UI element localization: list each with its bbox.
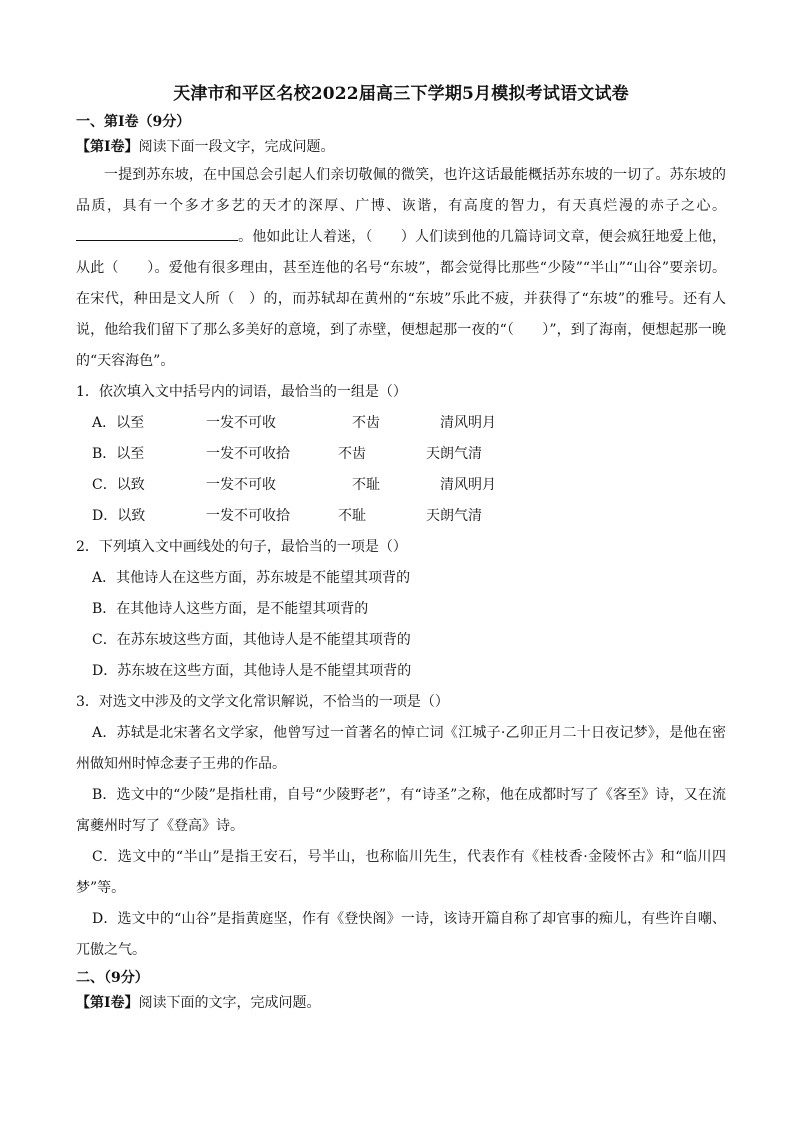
underline-blank: [76, 224, 238, 241]
option-word-3: 不耻: [352, 477, 380, 493]
option-word-4: 天朗气清: [426, 446, 482, 462]
question-1-option-a: [92, 408, 726, 439]
question-3-option-b: B．选文中的“少陵”是指杜甫，自号“少陵野老”，有“诗圣”之称，他在成都时写了《客至》诗，又在流寓夔州时写了《登高》诗。: [76, 787, 726, 834]
option-word-4: 清风明月: [440, 415, 496, 431]
option-word-4: 天朗气清: [426, 508, 482, 524]
option-word-3: 不齿: [352, 415, 380, 431]
question-3-option-d: D．选文中的“山谷”是指黄庭坚，作有《登快阁》一诗，该诗开篇自称了却官事的痴儿，有些许自嘲、兀傲之气。: [76, 911, 726, 958]
question-1-option-d: [92, 501, 726, 532]
section-1-tag: 【第Ⅰ卷】: [76, 139, 139, 155]
option-word-2: 一发不可收: [206, 415, 276, 431]
question-1-option-c: [92, 470, 726, 501]
option-word-4: 清风明月: [440, 477, 496, 493]
question-3-option-a: A．苏轼是北宋著名文学家，他曾写过一首著名的悼亡词《江城子·乙卯正月二十日夜记梦》，是他在密州做知州时悼念妻子王弗的作品。: [76, 725, 726, 772]
option-word-2: 一发不可收拾: [206, 446, 290, 462]
question-1-stem: 1．依次填入文中括号内的词语，最恰当的一组是（）: [76, 384, 407, 400]
option-label: B．以至: [92, 446, 145, 462]
option-word-3: 不耻: [338, 508, 366, 524]
question-2-option-b: B．在其他诗人这些方面，是不能望其项背的: [92, 601, 369, 617]
exam-page: [76, 82, 726, 1016]
passage-part-1: 一提到苏东坡，在中国总会引起人们亲切敬佩的微笑，也许这话最能概括苏东坡的一切了。苏东坡的品质，具有一个多才多艺的天才的深厚、广博、诙谐，有高度的智力，有天真烂漫的赤子之心。: [76, 167, 726, 214]
option-label: A．以至: [92, 415, 145, 431]
section-2-instruction-text: 阅读下面的文字，完成问题。: [138, 995, 321, 1011]
reading-passage: [76, 160, 726, 377]
section-1-instruction: [76, 134, 726, 160]
section-2-heading: 二、（9分）: [76, 970, 149, 986]
question-2-stem: 2．下列填入文中画线处的句子，最恰当的一项是（）: [76, 539, 407, 555]
option-word-2: 一发不可收: [206, 477, 276, 493]
question-3-option-c: C．选文中的“半山”是指王安石，号半山，也称临川先生，代表作有《桂枝香·金陵怀古》和“临川四梦”等。: [76, 849, 726, 896]
section-1-instruction-text: 阅读下面一段文字，完成问题。: [138, 139, 335, 155]
question-2-option-d: D．苏东坡在这些方面，其他诗人是不能望其项背的: [92, 663, 412, 679]
question-3-stem: 3．对选文中涉及的文学文化常识解说，不恰当的一项是（）: [76, 694, 449, 710]
option-word-2: 一发不可收拾: [206, 508, 290, 524]
question-2-option-c: C．在苏东坡这些方面，其他诗人是不能望其项背的: [92, 632, 411, 648]
option-label: C．以致: [92, 477, 145, 493]
section-2-tag: 【第Ⅰ卷】: [76, 995, 139, 1011]
question-2-option-a: A．其他诗人在这些方面，苏东坡是不能望其项背的: [92, 570, 411, 586]
passage-part-2: 。他如此让人着迷，（ ）人们读到他的几篇诗词文章，便会疯狂地爱上他，从此（ ）。爱他有很多理由，甚至连他的名号“东坡”，都会觉得比那些“少陵”“半山”“山谷”要亲切。在宋代，种田是文人所（ ）的，而苏轼却在黄州的“东坡”乐此不疲，并获得了“东坡”的雅号。还有人说，他给我们留下了那么多美好的意境，到了赤壁，便想起那一夜的“（ ）”，到了海南，便想起那一晚的“天容海色”。: [76, 229, 726, 369]
exam-title: 天津市和平区名校2022届高三下学期5月模拟考试语文试卷: [173, 84, 629, 104]
option-label: D．以致: [92, 508, 146, 524]
section-1-heading: 一、第Ⅰ卷（9分）: [76, 114, 191, 130]
option-word-3: 不齿: [338, 446, 366, 462]
section-2-instruction: [76, 990, 726, 1016]
question-1-option-b: [92, 439, 726, 470]
